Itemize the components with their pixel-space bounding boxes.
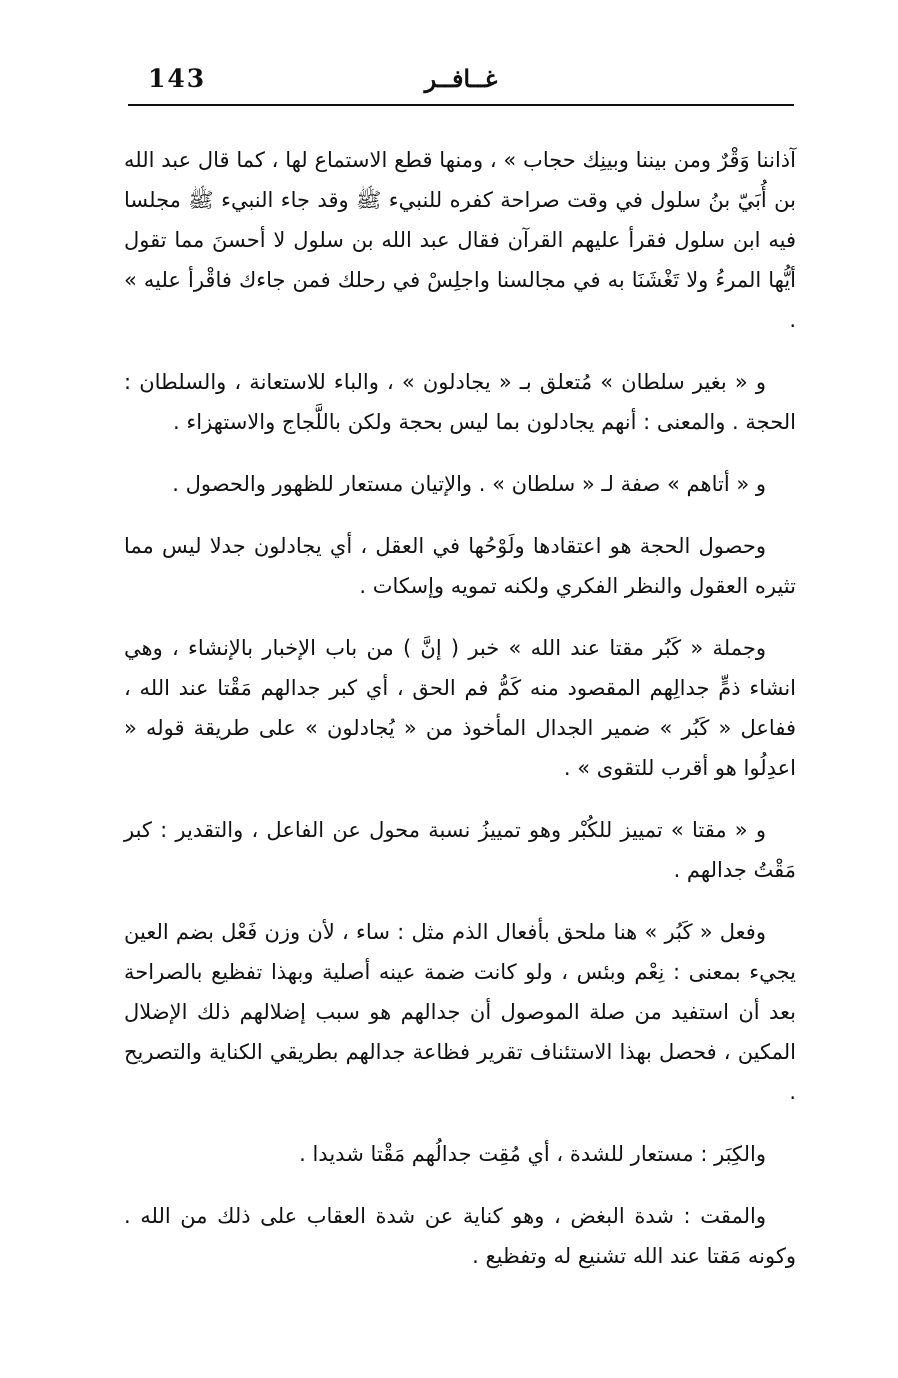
paragraph-1: آذاننا وَقْرٌ ومن بيننا وبينِك حجاب » ، ومنها قطع الاستماع لها ، كما قال عبد الله بن أُبَيّ بنُ سلول في وقت صراحة كفره للنبيء ﷺ وقد جاء النبيء ﷺ مجلسا فيه ابن سلول فقرأ عليهم القرآن فقال عبد الله بن سلول لا أحسنَ مما تقول أيُّها المرءُ ولا تَغْشَنَا به في مجالسنا واجلِسْ في رحلك فمن جاءك فاقْرأ عليه » .: [124, 148, 796, 332]
paragraph-2: و « بغير سلطان » مُتعلق بـ « يجادلون » ، والباء للاستعانة ، والسلطان : الحجة . والمعنى : أنهم يجادلون بما ليس بحجة ولكن باللَّجاج والاستهزاء .: [124, 370, 796, 434]
page-header: [128, 62, 794, 106]
page-body: [124, 140, 796, 1298]
paragraph-7: وفعل « كَبُر » هنا ملحق بأفعال الذم مثل : ساء ، لأن وزن فَعْل بضم العين يجيء بمعنى : نِعْم وبئس ، ولو كانت ضمة عينه أصلية وبهذا تفظيع بالصراحة بعد أن استفيد من صلة الموصول أن جدالهم هو سبب إضلالهم ذلك الإضلال المكين ، فحصل بهذا الاستئناف تقرير فظاعة جدالهم بطريقي الكناية والتصريح .: [124, 920, 796, 1104]
surah-title: غــافــر: [424, 64, 498, 93]
paragraph-9: والمقت : شدة البغض ، وهو كناية عن شدة العقاب على ذلك من الله . وكونه مَقتا عند الله تشنيع له وتفظيع .: [124, 1204, 796, 1268]
paragraph-3: و « أتاهم » صفة لـ « سلطان » . والإتيان مستعار للظهور والحصول .: [172, 472, 766, 496]
paragraph-6: و « مقتا » تمييز للكُبْر وهو تمييزُ نسبة محول عن الفاعل ، والتقدير : كبر مَقْتُ جدالهم .: [124, 818, 796, 882]
paragraph-4: وحصول الحجة هو اعتقادها ولَوْحُها في العقل ، أي يجادلون جدلا ليس مما تثيره العقول والنظر الفكري ولكنه تمويه وإسكات .: [124, 534, 796, 598]
paragraph-8: والكِبَر : مستعار للشدة ، أي مُقِت جدالُهم مَقْتا شديدا .: [299, 1142, 766, 1166]
paragraph-5: وجملة « كَبُر مقتا عند الله » خبر ( إنَّ ) من باب الإخبار بالإنشاء ، وهي انشاء ذمٍّ جدالِهم المقصود منه كَمُّ فم الحق ، أي كبر جدالهم مَقْتا عند الله ، ففاعل « كَبُر » ضمير الجدال المأخوذ من « يُجادلون » على طريقة قوله « اعدِلُوا هو أقرب للتقوى » .: [124, 636, 796, 780]
page-number: 143: [148, 64, 207, 93]
